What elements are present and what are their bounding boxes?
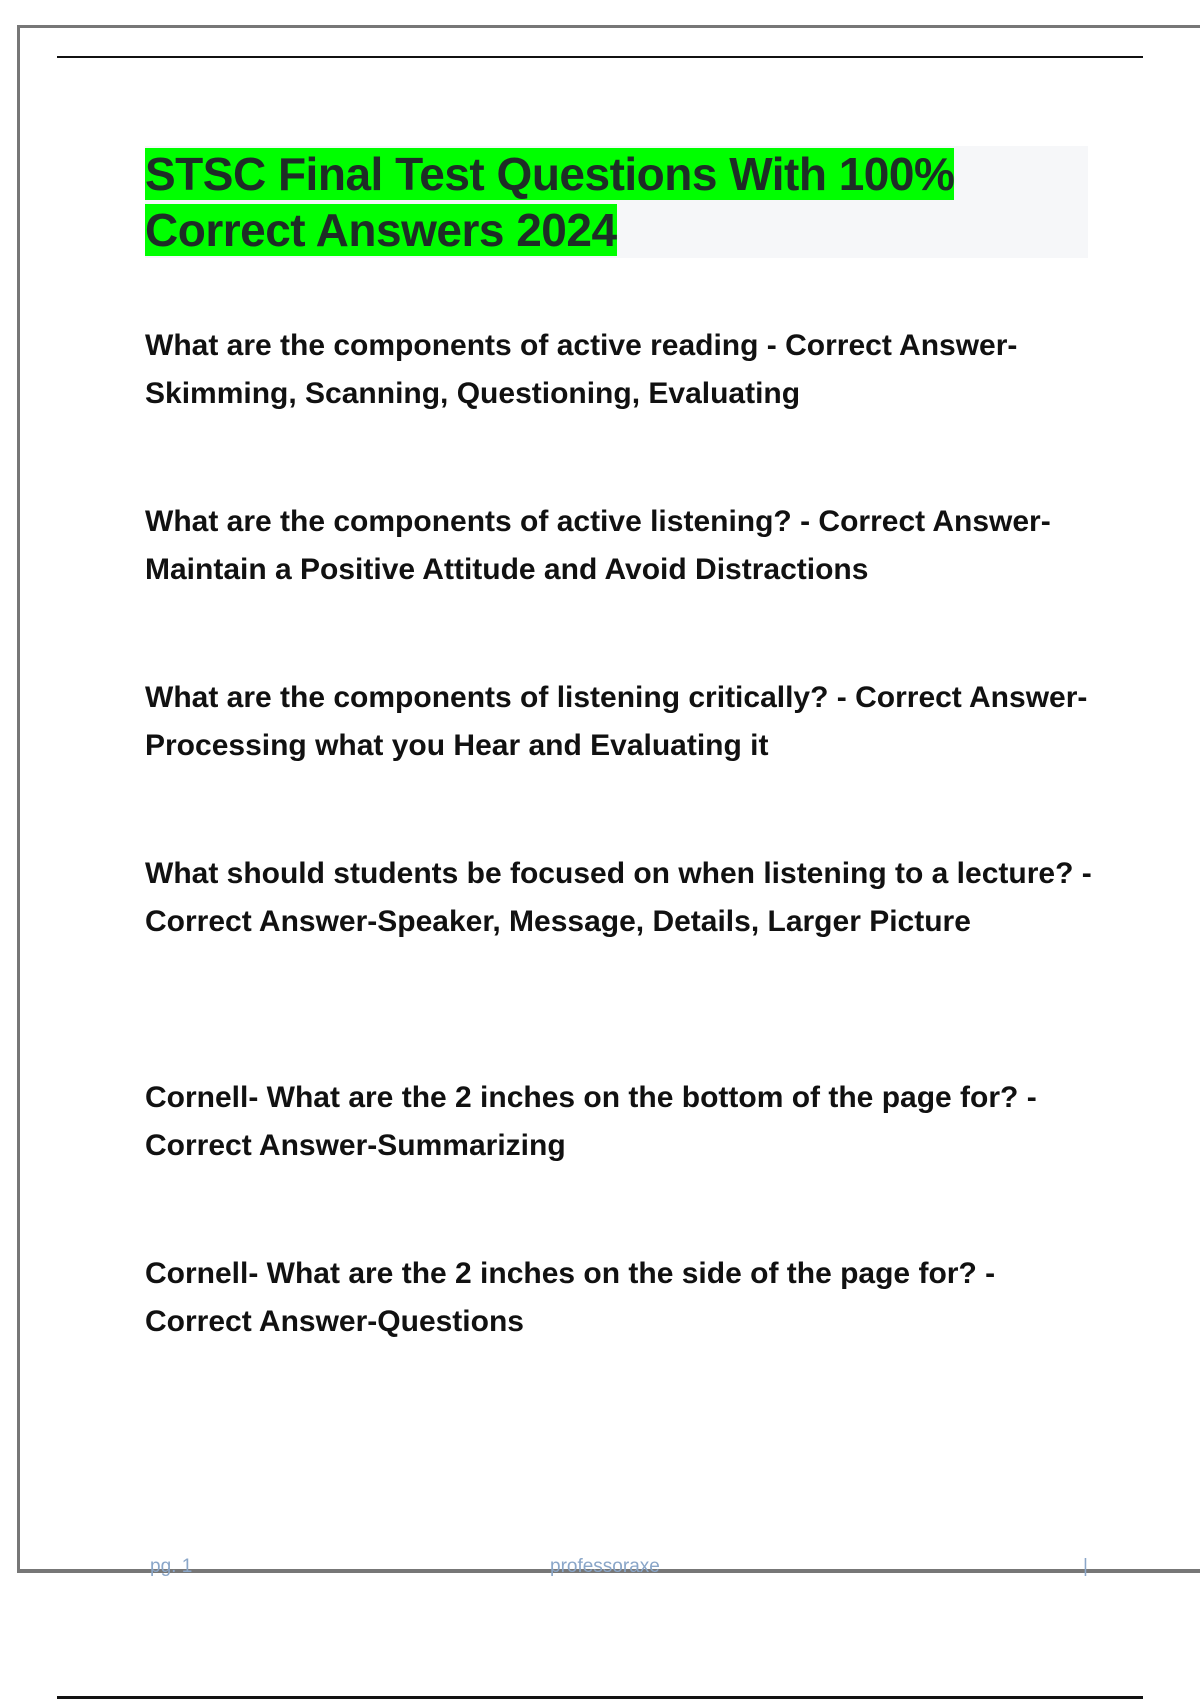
qa-item: What are the components of active listening? - Correct Answer-Maintain a Positive Attitude and Avoid Distractions	[145, 505, 1051, 586]
footer-author: professoraxe	[550, 1556, 660, 1577]
qa-item: Cornell- What are the 2 inches on the bottom of the page for? - Correct Answer-Summarizing	[145, 1081, 1037, 1162]
bottom-rule	[57, 1696, 1143, 1699]
qa-item: What should students be focused on when listening to a lecture? - Correct Answer-Speaker, Message, Details, Larger Picture	[145, 857, 1092, 938]
title-line-2: Correct Answers 2024	[145, 204, 617, 256]
footer-page-number: pg. 1	[150, 1556, 193, 1577]
header-rule	[57, 56, 1143, 58]
qa-item: Cornell- What are the 2 inches on the side of the page for? - Correct Answer-Questions	[145, 1257, 996, 1338]
qa-item: What are the components of listening critically? - Correct Answer-Processing what you Hear and Evaluating it	[145, 681, 1088, 762]
qa-item: What are the components of active reading - Correct Answer- Skimming, Scanning, Questioning, Evaluating	[145, 329, 1018, 410]
title-line-1: STSC Final Test Questions With 100%	[145, 148, 955, 200]
document-title	[145, 146, 1045, 258]
footer-separator: |	[1083, 1556, 1088, 1577]
